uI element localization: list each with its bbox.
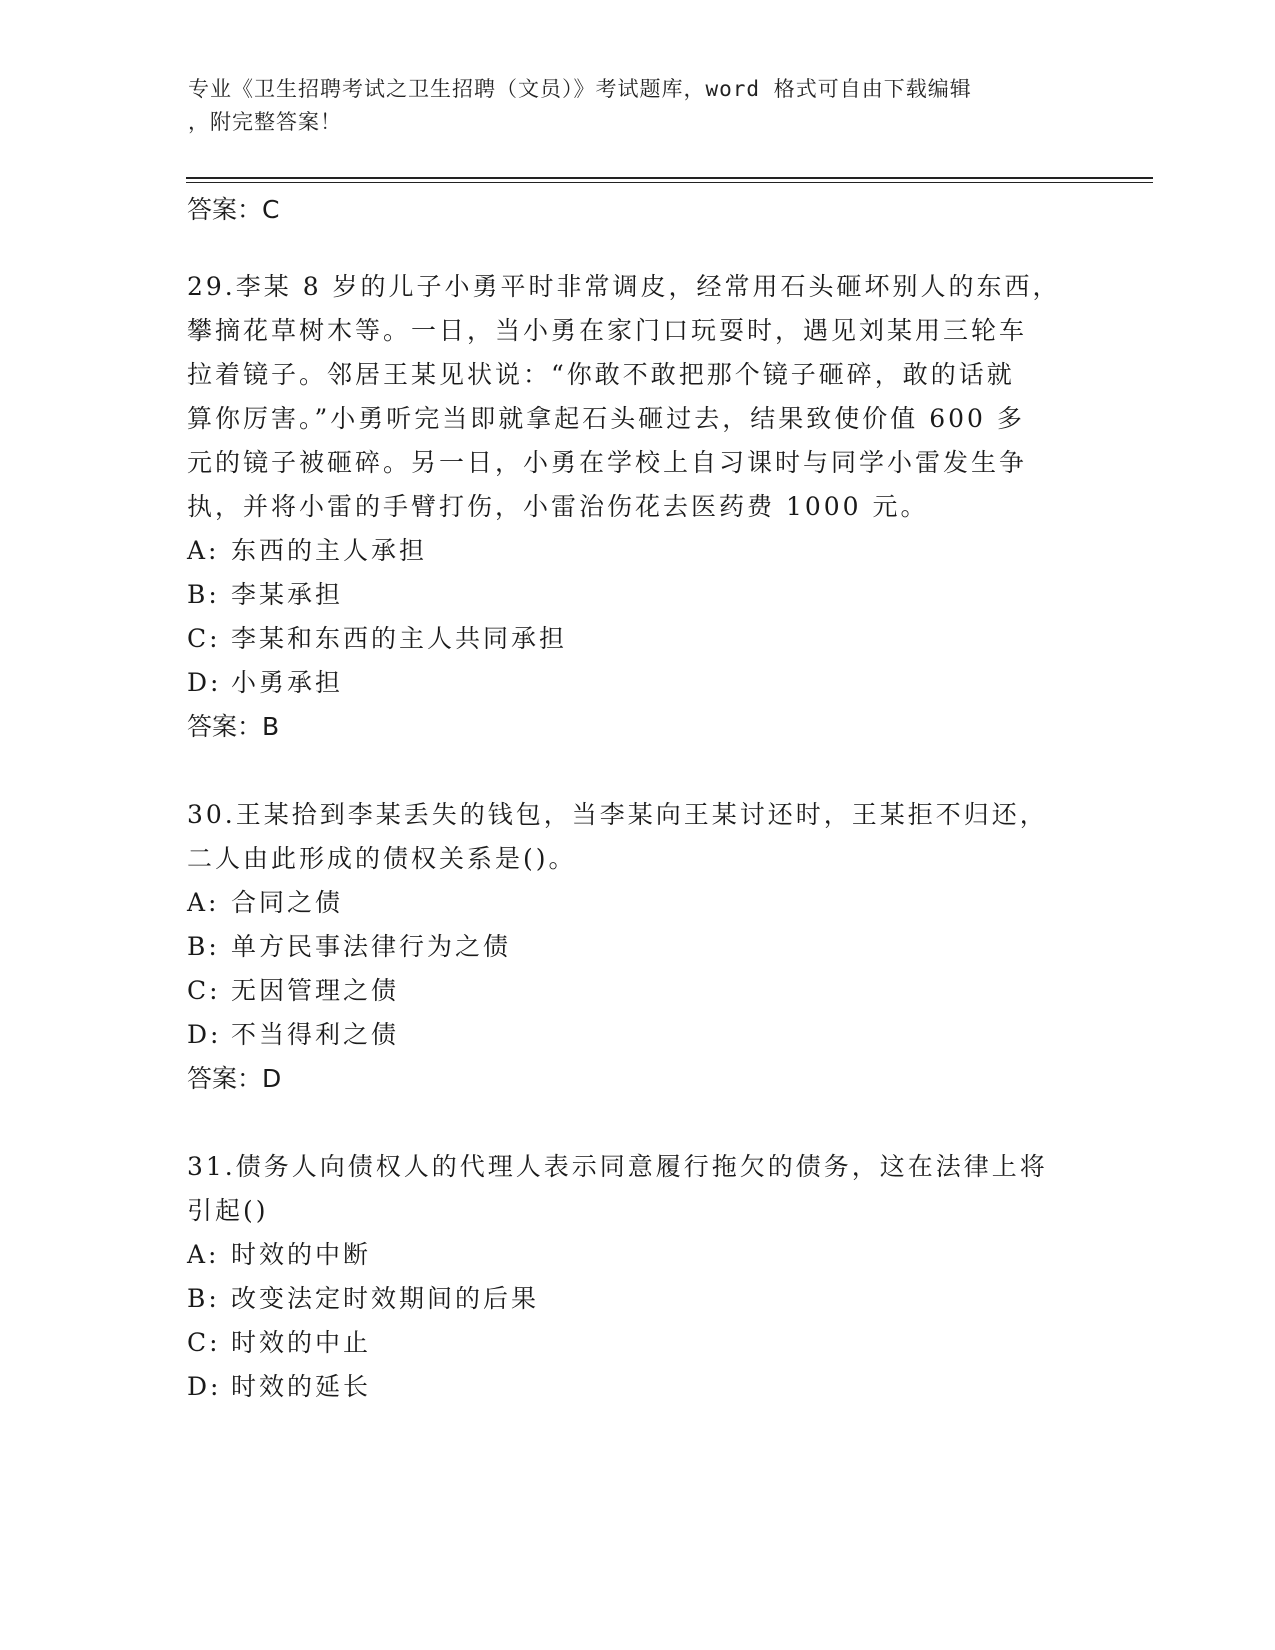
option-text: 合同之债 xyxy=(231,888,344,917)
question-30-option-c xyxy=(187,973,399,1009)
header-divider-thick xyxy=(186,177,1153,179)
option-text: 不当得利之债 xyxy=(231,1020,400,1049)
question-30-line: 二人由此形成的债权关系是()。 xyxy=(187,844,577,873)
option-letter: A: xyxy=(187,1240,220,1269)
question-30-option-b xyxy=(187,929,511,965)
question-29-line: 元的镜子被砸碎。另一日，小勇在学校上自习课时与同学小雷发生争 xyxy=(187,448,1028,477)
option-letter: C: xyxy=(187,1328,221,1357)
question-30-option-d xyxy=(187,1017,399,1053)
header-line-2: ，附完整答案！ xyxy=(188,110,342,134)
option-text: 李某和东西的主人共同承担 xyxy=(231,624,568,653)
option-letter: B: xyxy=(187,1284,220,1313)
question-29-line: 拉着镜子。邻居王某见状说：“你敢不敢把那个镜子砸碎，敢的话就 xyxy=(187,360,1015,389)
question-31-option-a xyxy=(187,1237,371,1273)
option-letter: D: xyxy=(187,1372,222,1401)
header-divider-thin xyxy=(186,182,1153,183)
answer-prev: 答案：C xyxy=(187,195,280,224)
option-text: 单方民事法律行为之债 xyxy=(231,932,512,961)
question-29-line: 攀摘花草树木等。一日，当小勇在家门口玩耍时，遇见刘某用三轮车 xyxy=(187,316,1028,345)
question-29-option-d xyxy=(187,665,343,701)
document-header xyxy=(188,73,1088,139)
option-letter: A: xyxy=(187,888,220,917)
question-30-line: 30.王某拾到李某丢失的钱包，当李某向王某讨还时，王某拒不归还， xyxy=(187,800,1048,829)
question-29-option-b xyxy=(187,577,343,613)
question-30-option-a xyxy=(187,885,343,921)
header-line-1: 专业《卫生招聘考试之卫生招聘（文员）》考试题库，word 格式可自由下载编辑 xyxy=(188,77,972,101)
question-31-line: 引起() xyxy=(187,1196,269,1225)
option-letter: A: xyxy=(187,536,220,565)
option-letter: D: xyxy=(187,1020,222,1049)
question-31-option-c xyxy=(187,1325,371,1361)
option-text: 小勇承担 xyxy=(231,668,344,697)
option-letter: C: xyxy=(187,976,221,1005)
question-29-option-c xyxy=(187,621,567,657)
option-letter: C: xyxy=(187,624,221,653)
option-text: 改变法定时效期间的后果 xyxy=(231,1284,540,1313)
option-text: 东西的主人承担 xyxy=(231,536,428,565)
question-31-option-b xyxy=(187,1281,539,1317)
option-letter: B: xyxy=(187,932,220,961)
question-29-answer: 答案：B xyxy=(187,712,280,741)
option-text: 李某承担 xyxy=(231,580,344,609)
question-31-option-d xyxy=(187,1369,371,1405)
option-letter: B: xyxy=(187,580,220,609)
question-29-line: 29.李某 8 岁的儿子小勇平时非常调皮，经常用石头砸坏别人的东西， xyxy=(187,272,1061,301)
option-text: 时效的中止 xyxy=(231,1328,372,1357)
option-text: 时效的延长 xyxy=(231,1372,372,1401)
option-letter: D: xyxy=(187,668,222,697)
question-29-line: 执，并将小雷的手臂打伤，小雷治伤花去医药费 1000 元。 xyxy=(187,492,929,521)
question-29-line: 算你厉害。”小勇听完当即就拿起石头砸过去，结果致使价值 600 多 xyxy=(187,404,1025,433)
question-30-answer: 答案：D xyxy=(187,1064,282,1093)
option-text: 时效的中断 xyxy=(231,1240,372,1269)
question-29-option-a xyxy=(187,533,427,569)
question-31-line: 31.债务人向债权人的代理人表示同意履行拖欠的债务，这在法律上将 xyxy=(187,1152,1048,1181)
option-text: 无因管理之债 xyxy=(231,976,400,1005)
